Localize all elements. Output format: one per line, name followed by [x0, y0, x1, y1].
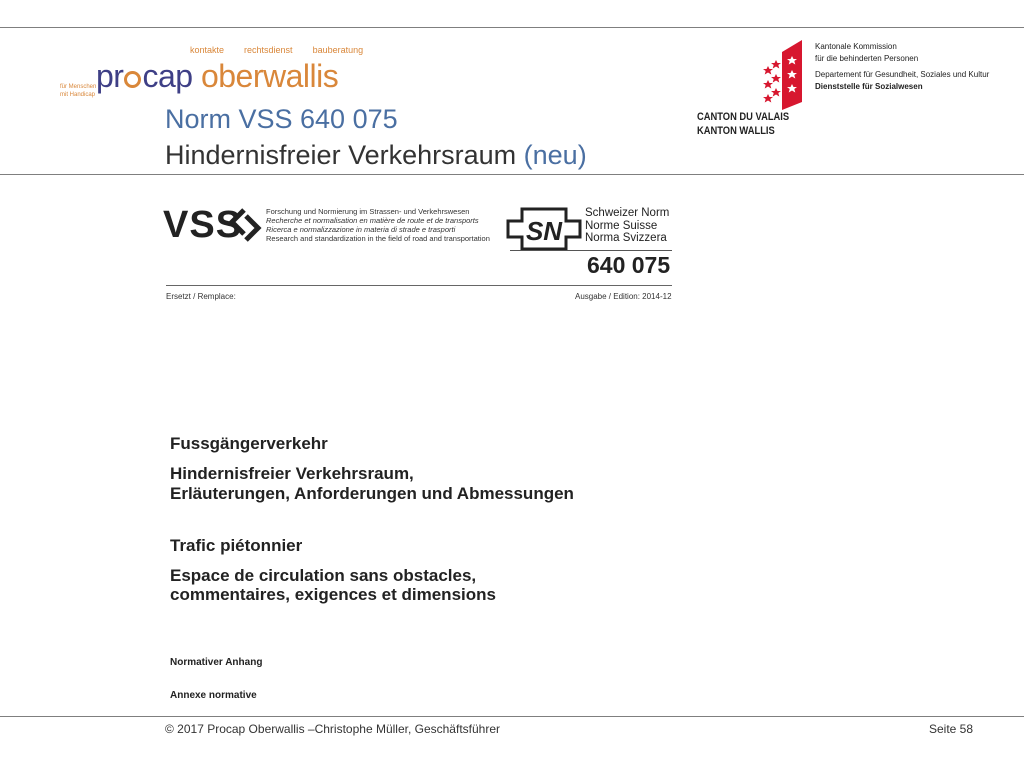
- procap-nav-kontakte: kontakte: [190, 45, 225, 55]
- commission-line2: für die behinderten Personen: [815, 54, 919, 63]
- heading-trafic: Trafic piétonnier: [170, 536, 303, 555]
- procap-nav-bauberatung: bauberatung: [312, 45, 364, 55]
- heading-hindernis-line2: Erläuterungen, Anforderungen und Abmessungen: [170, 484, 574, 503]
- document-rule: [166, 285, 672, 286]
- footer-page-number: Seite 58: [929, 722, 974, 736]
- header-rule: [0, 174, 1024, 175]
- dienst-line: Dienststelle für Sozialwesen: [815, 82, 923, 91]
- normativer-anhang: Normativer Anhang: [170, 657, 263, 668]
- vss-desc-fr: Recherche et normalisation en matière de route et de transports: [266, 216, 479, 225]
- footer-rule: [0, 716, 1024, 717]
- canton-name: [697, 110, 789, 138]
- procap-name-part3: oberwallis: [200, 58, 339, 94]
- valais-flag-icon: [762, 40, 804, 110]
- svg-text:SN: SN: [525, 216, 563, 246]
- procap-name-part1: pr: [96, 58, 124, 94]
- vss-desc-en: Research and standardization in the field of road and transportation: [266, 234, 490, 243]
- sn-logo-icon: [506, 207, 582, 251]
- slide-title-suffix: (neu): [523, 140, 587, 170]
- sn-name-de: Schweizer Norm: [585, 207, 670, 219]
- vss-desc-de: Forschung und Normierung im Strassen- und Verkehrswesen: [266, 207, 470, 216]
- vss-desc-it: Ricerca e normalizzazione in materia di strade e trasporti: [266, 225, 456, 234]
- annexe-normative: Annexe normative: [170, 690, 257, 701]
- sn-name-it: Norma Svizzera: [585, 232, 667, 244]
- procap-tagline: [60, 83, 100, 99]
- slide-title-line2: [165, 140, 587, 171]
- heading-espace-line1: Espace de circulation sans obstacles,: [170, 566, 477, 585]
- department-line: Departement für Gesundheit, Soziales und Kultur: [815, 70, 990, 79]
- sn-names: [585, 207, 669, 245]
- commission-block: [815, 42, 989, 94]
- heading-espace-line2: commentaires, exigences et dimensions: [170, 585, 496, 604]
- canton-name-de: KANTON WALLIS: [697, 125, 775, 137]
- procap-logo: [96, 58, 338, 95]
- sn-divider: [510, 250, 672, 251]
- procap-o-ring-icon: [124, 71, 141, 88]
- slide-title-main: Hindernisfreier Verkehrsraum: [165, 140, 517, 170]
- top-rule: [0, 27, 1024, 28]
- procap-nav: [190, 45, 363, 55]
- sn-name-fr: Norme Suisse: [585, 219, 658, 232]
- vss-logo: VSS: [163, 204, 243, 246]
- ausgabe-label: Ausgabe / Edition: 2014-12: [575, 292, 672, 301]
- heading-hindernis-line1: Hindernisfreier Verkehrsraum,: [170, 464, 414, 483]
- vss-description: [266, 207, 490, 243]
- canton-name-fr: CANTON DU VALAIS: [697, 111, 790, 123]
- vss-chevron-icon: [228, 207, 262, 243]
- procap-tagline-line1: für Menschen: [60, 84, 97, 90]
- procap-name-part2: cap: [142, 58, 193, 94]
- slide-title-line1: Norm VSS 640 075: [165, 104, 398, 134]
- footer-copyright: © 2017 Procap Oberwallis –Christophe Müller, Geschäftsführer: [165, 722, 500, 736]
- norm-number: 640 075: [587, 252, 671, 278]
- procap-tagline-line2: mit Handicap: [60, 92, 96, 98]
- ersetzt-label: Ersetzt / Remplace:: [166, 292, 236, 301]
- procap-nav-rechtsdienst: rechtsdienst: [244, 45, 293, 55]
- commission-line1: Kantonale Kommission: [815, 42, 897, 51]
- heading-fussgaengerverkehr: Fussgängerverkehr: [170, 434, 328, 453]
